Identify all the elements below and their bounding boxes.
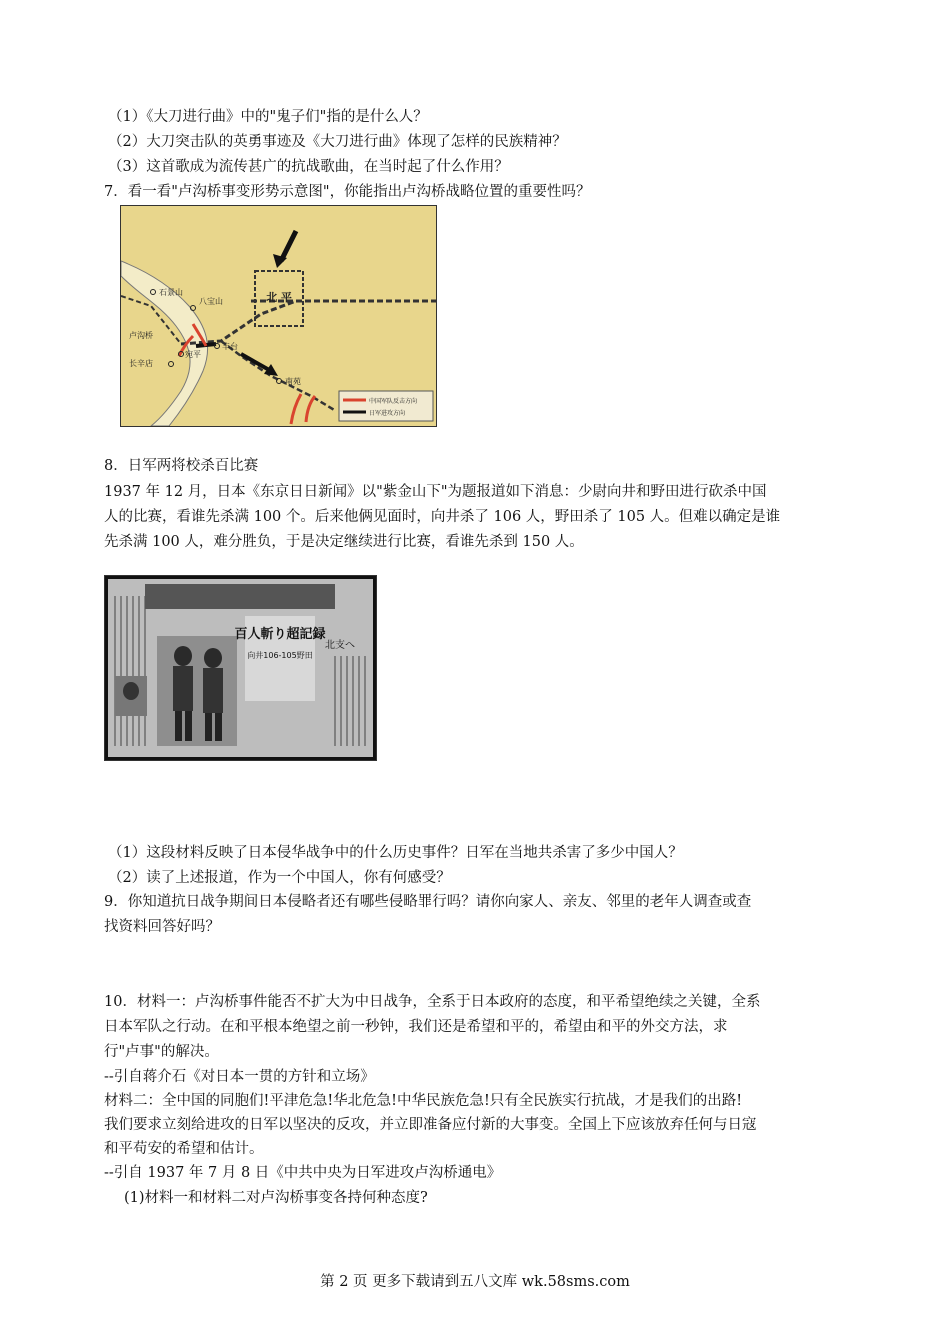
question-10-subquestion-1: (1)材料一和材料二对卢沟桥事变各持何种态度?: [124, 1190, 428, 1206]
legend-japanese: 日军进攻方向: [369, 410, 406, 417]
q8-paragraph-line-2: 人的比赛，看谁先杀满 100 个。后来他俩见面时，向井杀了 106 人，野田杀了 105 人。但难以确定是谁: [104, 509, 781, 525]
news-headline: 百人斬り超記録: [234, 627, 326, 642]
q8-paragraph-line-3: 先杀满 100 人，难分胜负，于是决定继续进行比赛，看谁先杀到 150 人。: [104, 534, 584, 550]
map-graphic: [121, 206, 436, 426]
question-10-line-5: 材料二：全中国的同胞们!平津危急!华北危急!中华民族危急!只有全民族实行抗战，才是我们的出路!: [104, 1093, 743, 1109]
beiping-label: 北 平: [266, 291, 292, 304]
lugouqiao-incident-map: [120, 205, 437, 427]
q8-subquestion-2: （2）读了上述报道，作为一个中国人，你有何感受？: [108, 870, 451, 886]
question-10-source-1: --引自蒋介石《对日本一贯的方针和立场》: [104, 1069, 375, 1085]
question-10-line-3: 行"卢事"的解决。: [104, 1044, 219, 1060]
legend-chinese: 中国军队反击方向: [369, 398, 418, 405]
q6-subquestion-1: （1）《大刀进行曲》中的"鬼子们"指的是什么人？: [108, 109, 428, 125]
question-9-line-1: 9．你知道抗日战争期间日本侵略者还有哪些侵略罪行吗？请你向家人、亲友、邻里的老年人调查或查: [104, 894, 752, 910]
babaoshan-label: 八宝山: [199, 297, 223, 306]
question-10-source-2: --引自 1937 年 7 月 8 日《中共中央为日军进攻卢沟桥通电》: [104, 1165, 502, 1181]
wanping-label: 宛平: [185, 350, 201, 359]
page-footer: 第 2 页 更多下载请到五八文库 wk.58sms.com: [320, 1274, 630, 1290]
question-8-title: 8．日军两将校杀百比赛: [104, 458, 259, 474]
newspaper-photo: [104, 575, 377, 761]
shijingshan-label: 石景山: [159, 288, 183, 297]
lugouqiao-label: 卢沟桥: [129, 331, 153, 340]
news-side-headline: 北支へ: [325, 640, 355, 651]
fengtai-label: 丰台: [222, 342, 238, 351]
nanyuan-label: 南苑: [285, 377, 301, 386]
question-7: 7．看一看"卢沟桥事变形势示意图"，你能指出卢沟桥战略位置的重要性吗？: [104, 184, 591, 200]
question-10-line-2: 日本军队之行动。在和平根本绝望之前一秒钟，我们还是希望和平的，希望由和平的外交方法，求: [104, 1019, 728, 1035]
question-9-line-2: 找资料回答好吗？: [104, 919, 220, 935]
newspaper-graphic: [105, 576, 376, 760]
q6-subquestion-2: （2）大刀突击队的英勇事迹及《大刀进行曲》体现了怎样的民族精神？: [108, 134, 567, 150]
question-10-line-1: 10．材料一：卢沟桥事件能否不扩大为中日战争，全系于日本政府的态度，和平希望绝续之关键，全系: [104, 994, 761, 1010]
changxindian-label: 长辛店: [129, 359, 153, 368]
q6-subquestion-3: （3）这首歌成为流传甚广的抗战歌曲，在当时起了什么作用？: [108, 159, 509, 175]
q8-subquestion-1: （1）这段材料反映了日本侵华战争中的什么历史事件？日军在当地共杀害了多少中国人？: [108, 845, 683, 861]
question-10-line-6: 我们要求立刻给进攻的日军以坚决的反攻，并立即准备应付新的大事变。全国上下应该放弃任何与日寇: [104, 1117, 757, 1133]
question-10-line-7: 和平苟安的希望和估计。: [104, 1141, 264, 1157]
news-subheadline: 向井106-105野田: [247, 651, 313, 660]
q8-paragraph-line-1: 1937 年 12 月，日本《东京日日新闻》以"紫金山下"为题报道如下消息：少尉向井和野田进行砍杀中国: [104, 484, 767, 500]
